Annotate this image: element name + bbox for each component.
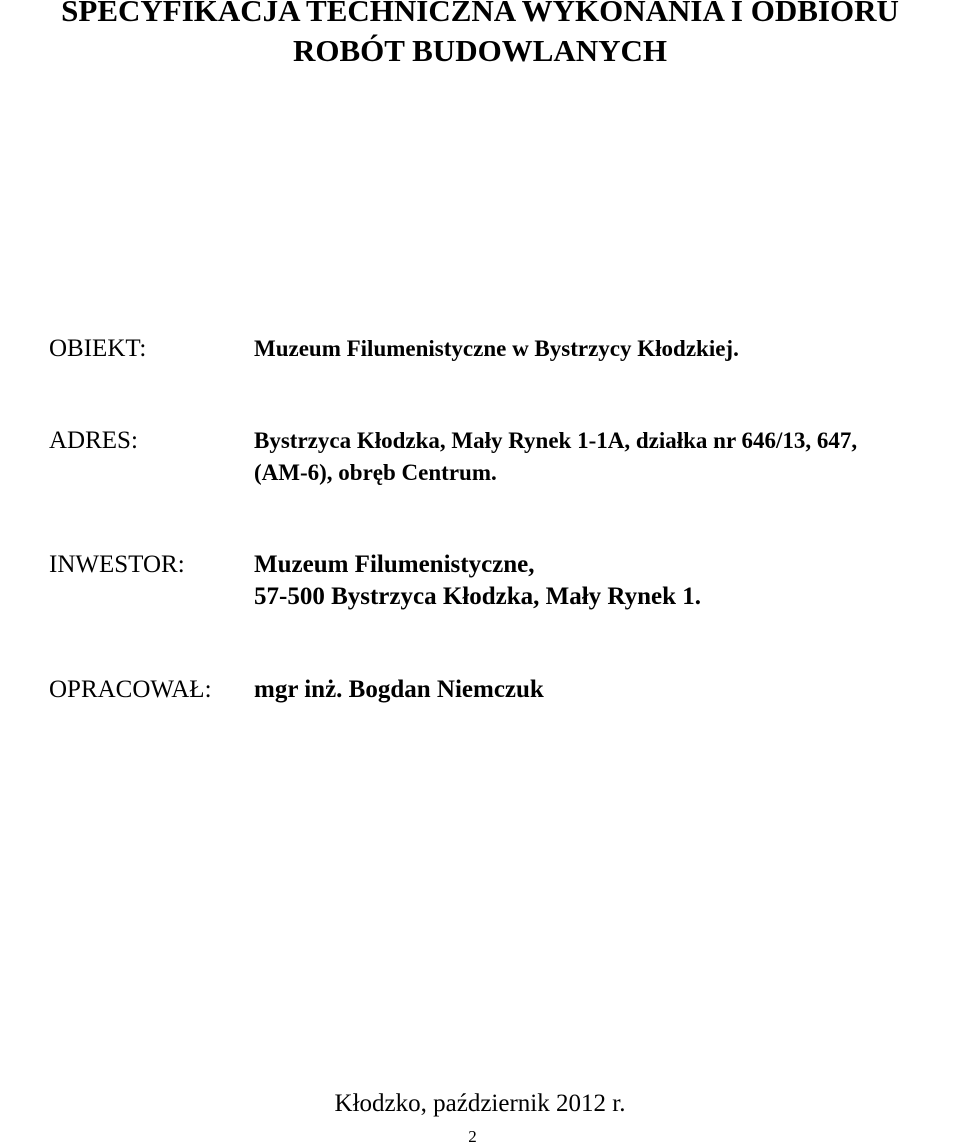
opracowal-label: OPRACOWAŁ: — [49, 676, 212, 703]
document-title-line-2: ROBÓT BUDOWLANYCH — [292, 33, 668, 68]
place-and-date: Kłodzko, październik 2012 r. — [334, 1090, 626, 1117]
page-number: 2 — [468, 1127, 477, 1146]
obiekt-label: OBIEKT: — [49, 335, 147, 362]
inwestor-value-line-2: 57-500 Bystrzyca Kłodzka, Mały Rynek 1. — [254, 583, 702, 610]
inwestor-value-line-1: Muzeum Filumenistyczne, — [254, 551, 535, 578]
adres-label: ADRES: — [49, 427, 138, 454]
adres-value-line-1: Bystrzyca Kłodzka, Mały Rynek 1-1A, działka nr 646/13, 647, — [254, 428, 858, 453]
adres-value-line-2: (AM-6), obręb Centrum. — [254, 460, 497, 485]
document-title-line-1: SPECYFIKACJA TECHNICZNA WYKONANIA I ODBIORU — [61, 0, 899, 28]
obiekt-value: Muzeum Filumenistyczne w Bystrzycy Kłodzkiej. — [254, 336, 739, 361]
inwestor-label: INWESTOR: — [49, 551, 185, 578]
opracowal-value: mgr inż. Bogdan Niemczuk — [254, 676, 544, 703]
